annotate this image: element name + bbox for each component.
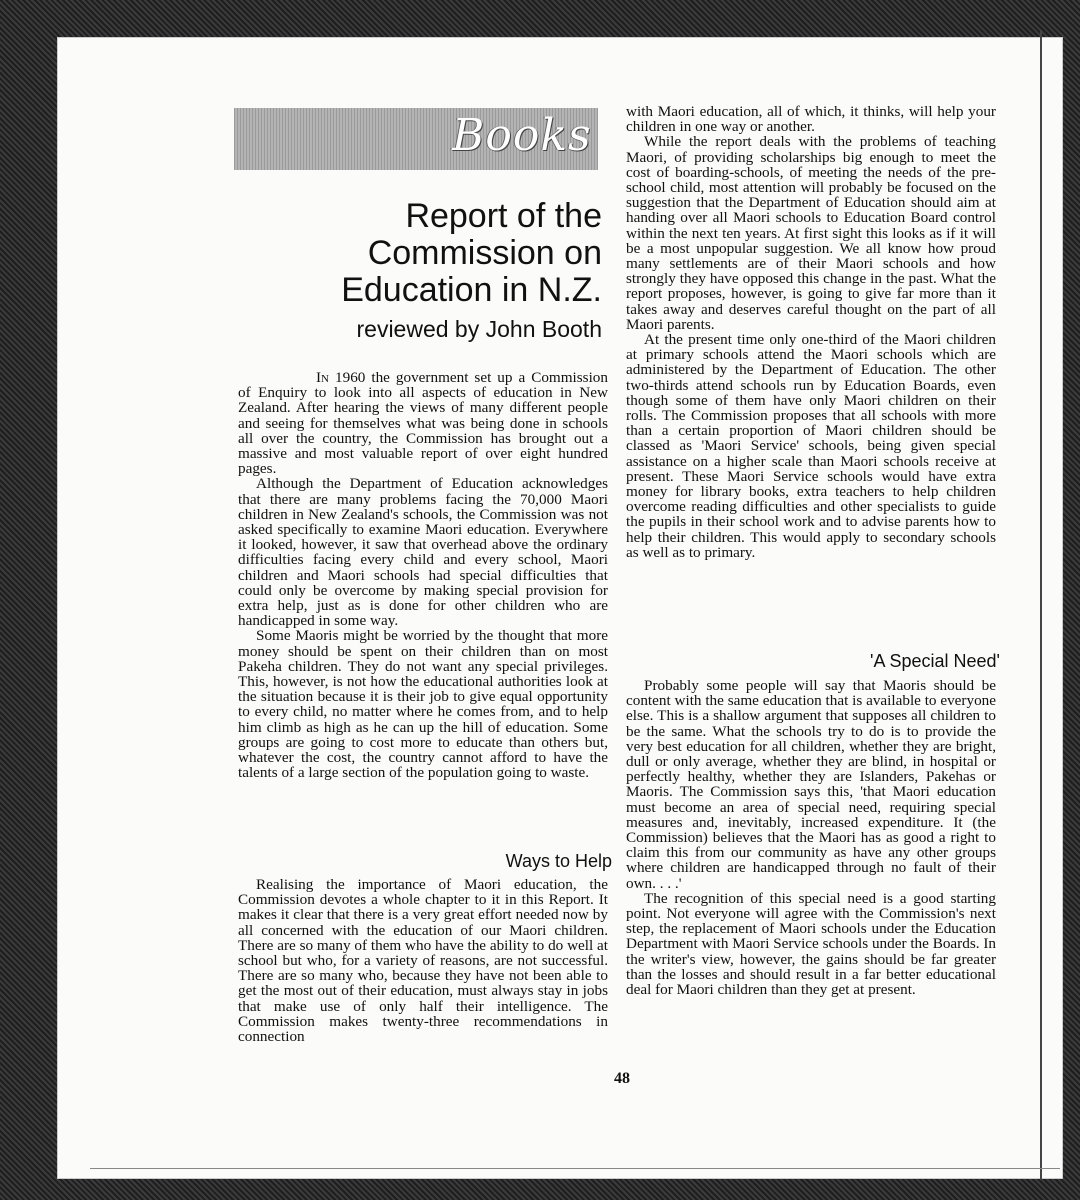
column-left-top bbox=[238, 370, 608, 780]
intro-text: 1960 the government set up a Commission of Enquiry to look into all aspects of education in New Zealand. After hearing the views of many different people and seeing for themselves what was being done in schools all over the country, the Commission has brought out a massive and most valuable report of over eight hundred pages. bbox=[238, 369, 608, 478]
article-title-line-1: Report of the bbox=[405, 197, 602, 235]
subhead-a-special-need: 'A Special Need' bbox=[870, 651, 1000, 671]
article-title-line-3: Education in N.Z. bbox=[341, 271, 602, 309]
books-banner-label: Books bbox=[452, 110, 592, 161]
subhead-ways-to-help: Ways to Help bbox=[505, 851, 612, 871]
paragraph: At the present time only one-third of the Maori children at primary schools attend the Maori schools which are administered by the Department of Education. The other two-thirds attend schools run by Education Boards, even though some of them have only Maori children on their rolls. The Commission proposes that all schools with more than a certain proportion of Maori children should be classed as 'Maori Service' schools, being given special assistance on a higher scale than Maori schools receive at present. These Maori Service schools would have extra money for library books, extra teachers to help children overcome reading difficulties and other specialists to guide the pupils in their school work and to advise parents how to help their children. This would apply to secondary schools as well as to primary. bbox=[626, 331, 996, 561]
paragraph: with Maori education, all of which, it thinks, will help your children in one way or another. bbox=[626, 103, 996, 136]
paragraph: The recognition of this special need is a good starting point. Not everyone will agree with the Commission's next step, the replacement of Maori schools under the Education Department with Maori Service schools under the Boards. In the writer's view, however, the gains should be far greater than the losses and should result in a far better educational deal for Maori children than they get at present. bbox=[626, 889, 996, 999]
paragraph: Although the Department of Education acknowledges that there are many problems facing the 70,000 Maori children in New Zealand's schools, the Commission was not asked specifically to examine Maori education. Everywhere it looked, however, it saw that overhead above the ordinary difficulties facing every child and every school, Maori children and Maori schools had special difficulties that could only be overcome by making special provision for extra help, just as is done for other children who are handicapped in some way. bbox=[238, 475, 608, 630]
article-title bbox=[341, 198, 602, 309]
article-title-line-2: Commission on bbox=[367, 234, 602, 272]
page-number: 48 bbox=[614, 1070, 630, 1087]
intro-lead: In bbox=[316, 369, 330, 386]
column-right-bottom bbox=[626, 678, 996, 997]
article-byline: reviewed by John Booth bbox=[356, 316, 602, 342]
binding-edge bbox=[1040, 30, 1042, 1180]
column-left-bottom bbox=[238, 877, 608, 1044]
paragraph: Realising the importance of Maori education, the Commission devotes a whole chapter to it in this Report. It makes it clear that there is a very great effort needed now by all concerned with the education of our Maori children. There are so many of them who have the ability to do well at school but who, for a variety of reasons, are not successful. There are so many who, because they have not been able to get the most out of their education, must always stay in jobs that make use of only half their intelligence. The Commission makes twenty-three recommendations in connection bbox=[238, 876, 608, 1046]
intro-paragraph bbox=[238, 370, 608, 476]
column-right-top bbox=[626, 104, 996, 560]
paragraph: Probably some people will say that Maoris should be content with the same education that is available to everyone else. This is a shallow argument that supposes all children to be the same. What the schools try to do is to provide the very best education for all children, whether they are bright, dull or only average, whether they are blind, in hospital or perfectly healthy, whether they are Islanders, Pakehas or Maoris. The Commission says this, 'that Maori education must become an area of special need, requiring special measures and, inevitably, increased expenditure. It (the Commission) believes that the Maori has as good a right to claim this from our community as have any other groups where children are handicapped through no fault of their own. . . .' bbox=[626, 677, 996, 892]
page-bottom-edge bbox=[90, 1168, 1060, 1169]
paragraph: While the report deals with the problems of teaching Maori, of providing scholarships big enough to meet the cost of boarding-schools, of meeting the needs of the pre-school child, most attention will probably be focused on the suggestion that the Department of Education should aim at handing over all Maori schools to Education Board control within the next ten years. At first sight this looks as if it will be a most unpopular suggestion. We all know how proud many settlements are of their Maori schools and how strongly they have opposed this change in the past. What the report proposes, however, is going to give far more than it takes away and deserves careful thought on the part of all Maori parents. bbox=[626, 133, 996, 333]
paragraph: Some Maoris might be worried by the thought that more money should be spent on their children than on most Pakeha children. They do not want any special privileges. This, however, is not how the educational authorities look at the situation because it is their job to give equal opportunity to every child, no matter where he comes from, and to help him climb as high as he can up the hill of education. Some groups are going to cost more to educate than others but, whatever the cost, the country cannot afford to have the talents of a large section of the population going to waste. bbox=[238, 627, 608, 782]
